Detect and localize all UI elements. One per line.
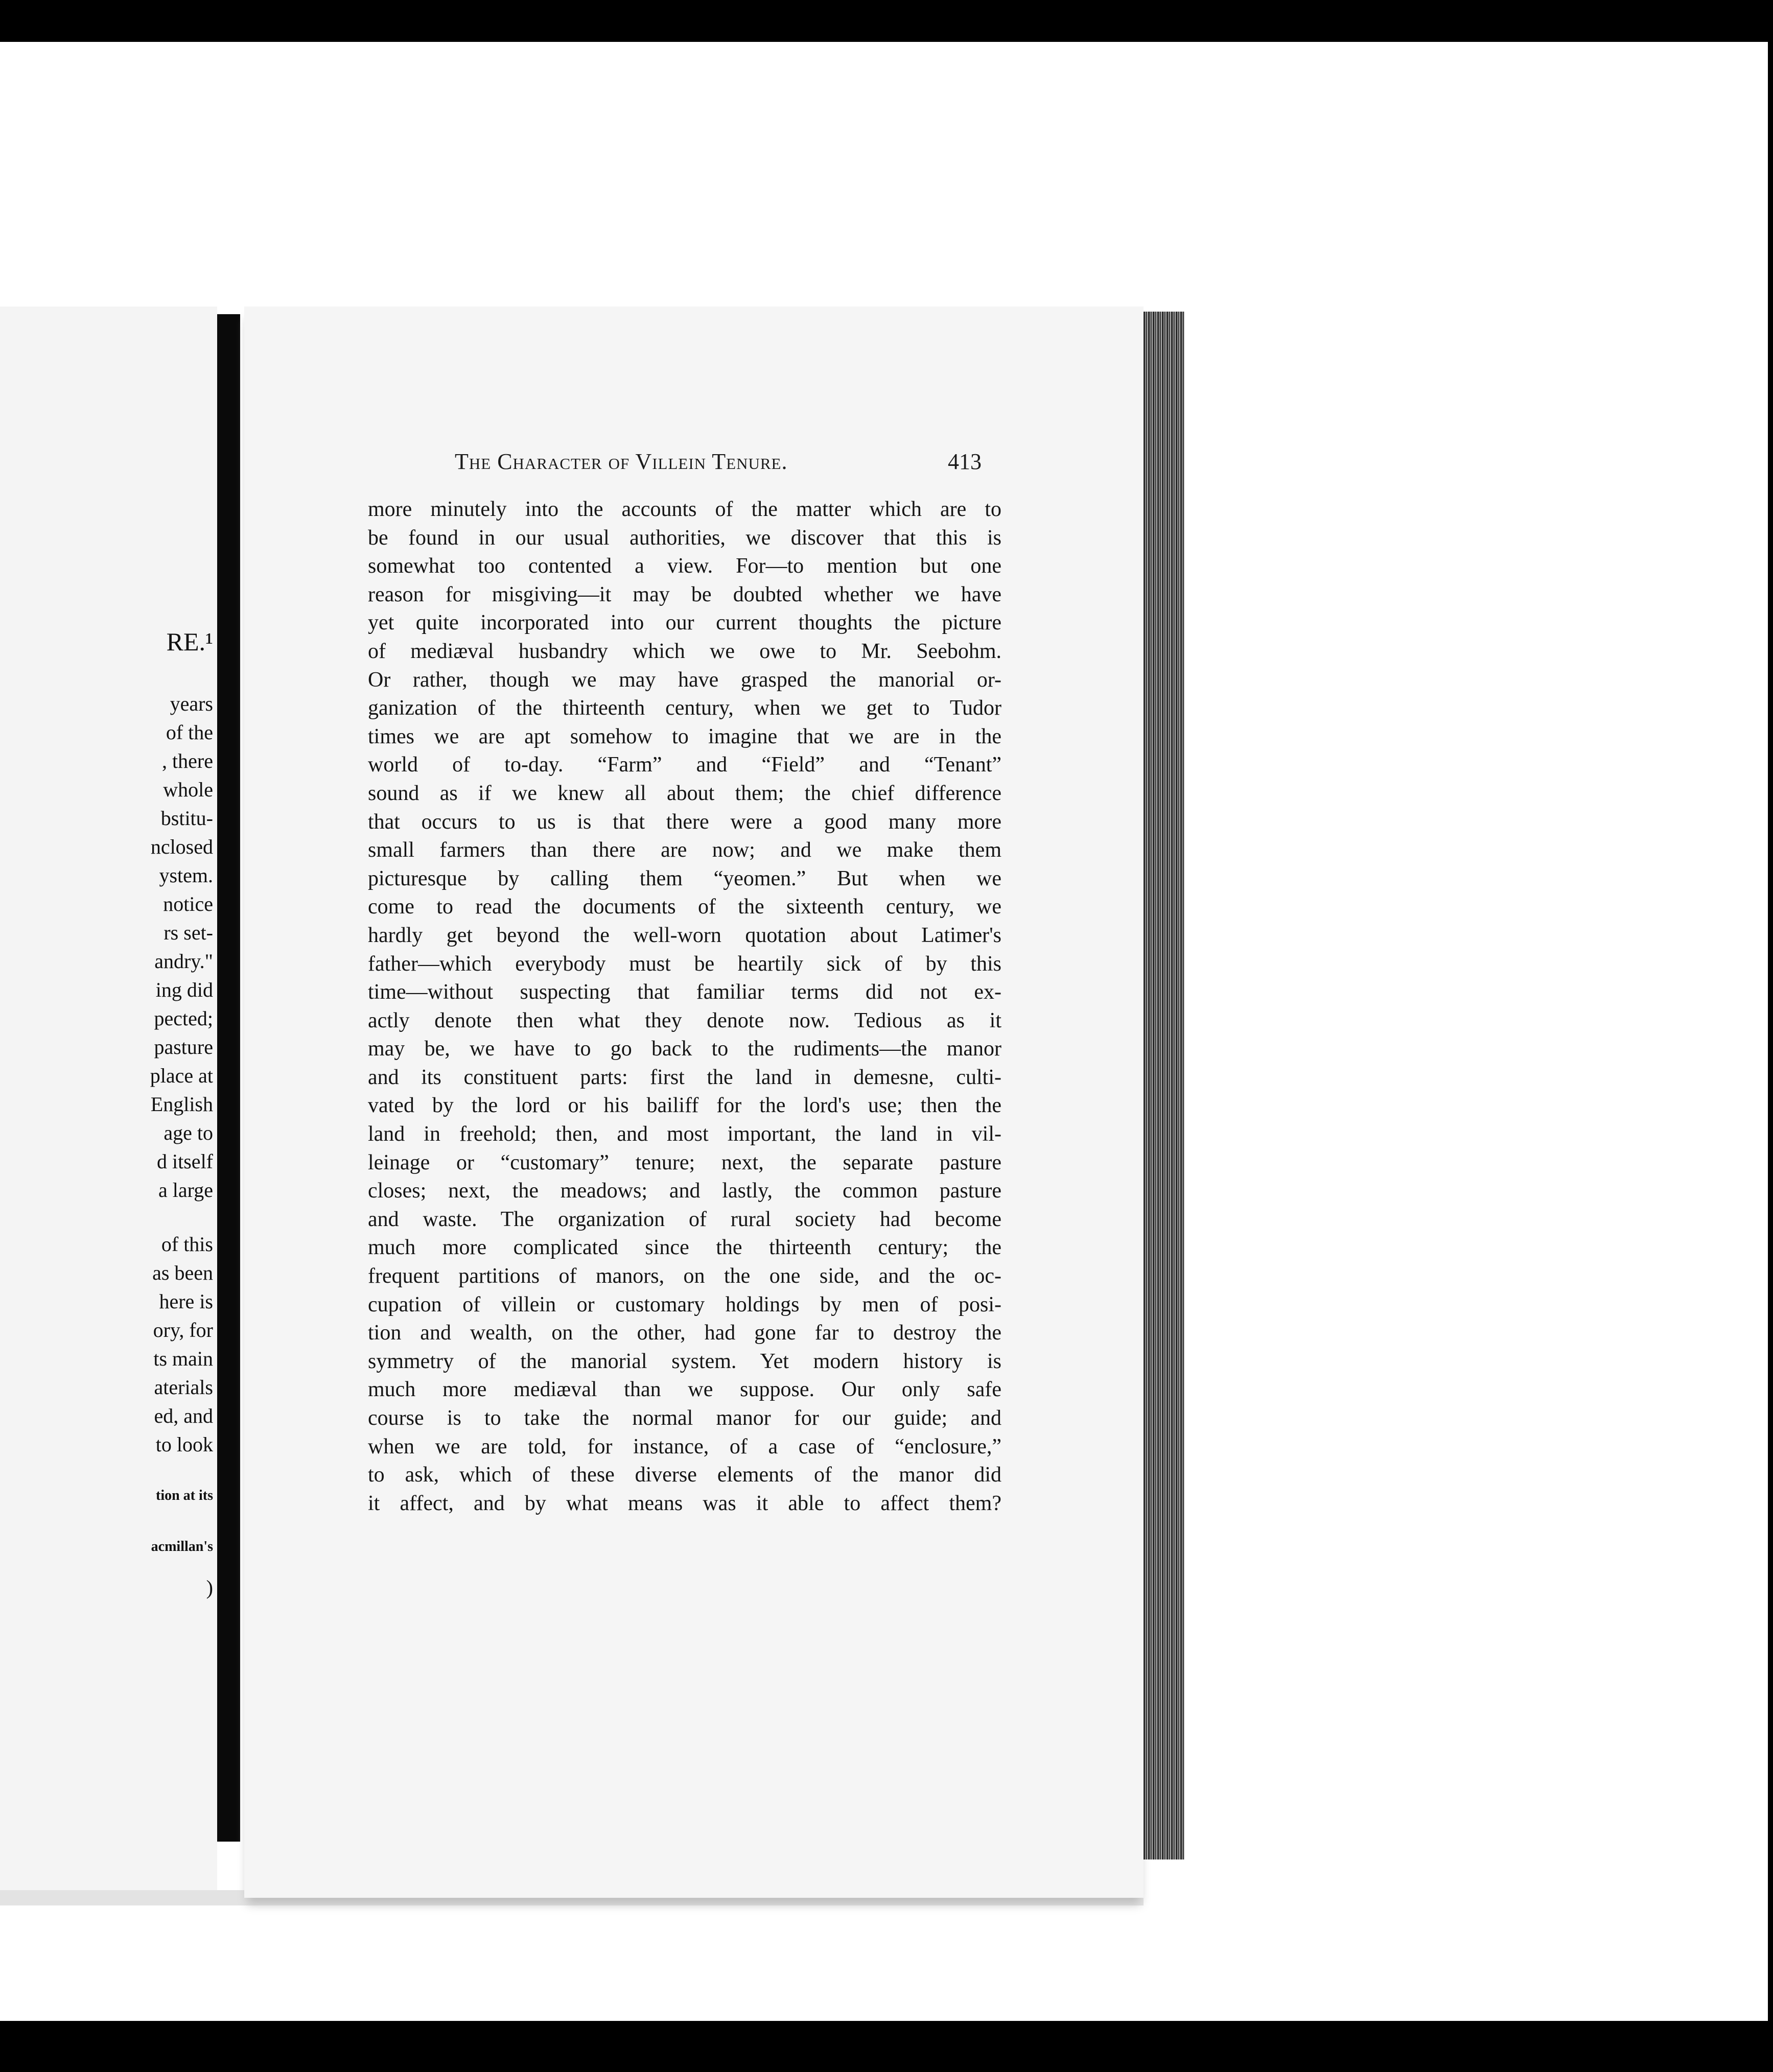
- left-page-text-fragment: , there: [162, 749, 213, 772]
- text-line: time—without suspecting that familiar terms did not ex-: [368, 980, 1001, 1004]
- left-page-text-fragment: pected;: [154, 1007, 213, 1030]
- scan-border-right: [1768, 42, 1773, 2021]
- text-line: somewhat too contented a view. For—to mention but one: [368, 554, 1001, 578]
- text-line: much more mediæval than we suppose. Our only safe: [368, 1378, 1001, 1402]
- text-line: times we are apt somehow to imagine that we are in the: [368, 724, 1001, 748]
- scan-border-top: [0, 0, 1773, 42]
- text-line: course is to take the normal manor for our guide; and: [368, 1406, 1001, 1430]
- text-line: land in freehold; then, and most important, the land in vil-: [368, 1122, 1001, 1146]
- text-line: to ask, which of these diverse elements of the manor did: [368, 1463, 1001, 1487]
- left-page-text-fragment: andry.": [154, 950, 213, 973]
- text-line: more minutely into the accounts of the matter which are to: [368, 498, 1001, 521]
- left-page-footnote-fragment: ): [206, 1576, 213, 1599]
- text-line: leinage or “customary” tenure; next, the separate pasture: [368, 1150, 1001, 1174]
- text-line: closes; next, the meadows; and lastly, the common pasture: [368, 1179, 1001, 1203]
- text-line: picturesque by calling them “yeomen.” But when we: [368, 866, 1001, 890]
- text-line: and its constituent parts: first the land in demesne, culti-: [368, 1065, 1001, 1089]
- left-page-text-fragment: notice: [163, 892, 213, 915]
- left-page-text-fragment: a large: [158, 1179, 213, 1202]
- left-page-text-fragment: here is: [159, 1290, 213, 1313]
- left-page-text-fragment: ed, and: [154, 1404, 213, 1427]
- left-page-text-fragment: years: [170, 692, 213, 715]
- left-page-text-fragment: bstitu-: [160, 807, 213, 830]
- text-line: symmetry of the manorial system. Yet modern history is: [368, 1349, 1001, 1373]
- text-line: when we are told, for instance, of a case of “enclosure,”: [368, 1434, 1001, 1458]
- text-line: vated by the lord or his bailiff for the lord's use; then the: [368, 1094, 1001, 1118]
- left-page-text-fragment: aterials: [154, 1376, 213, 1399]
- left-page-text-fragment: place at: [150, 1064, 213, 1087]
- text-line: it affect, and by what means was it able to affect them?: [368, 1491, 1001, 1515]
- running-head: The Character of Villein Tenure.: [455, 449, 788, 474]
- left-page-text-fragment: rs set-: [164, 921, 213, 944]
- left-page-text-fragment: d itself: [157, 1150, 213, 1173]
- text-line: yet quite incorporated into our current thoughts the picture: [368, 611, 1001, 635]
- left-page: [0, 307, 217, 1890]
- left-page-text-fragment: whole: [163, 778, 213, 801]
- text-line: world of to-day. “Farm” and “Field” and “Tenant”: [368, 753, 1001, 777]
- text-line: that occurs to us is that there were a good many more: [368, 810, 1001, 834]
- left-page-text-fragment: English: [150, 1093, 213, 1116]
- left-page-text-fragment: pasture: [154, 1035, 213, 1058]
- text-line: ganization of the thirteenth century, when we get to Tudor: [368, 696, 1001, 720]
- text-line: of mediæval husbandry which we owe to Mr. Seebohm.: [368, 639, 1001, 663]
- text-line: father—which everybody must be heartily sick of by this: [368, 952, 1001, 976]
- page-number: 413: [948, 449, 982, 474]
- page-edges: [1144, 312, 1184, 1859]
- book-gutter: [217, 314, 240, 1842]
- left-page-heading-fragment: RE.¹: [166, 627, 213, 656]
- text-line: actly denote then what they denote now. Tedious as it: [368, 1008, 1001, 1032]
- left-page-text-fragment: ory, for: [153, 1318, 213, 1341]
- left-page-text-fragment: ts main: [153, 1347, 213, 1370]
- left-page-text-fragment: as been: [152, 1261, 213, 1284]
- text-line: cupation of villein or customary holdings by men of posi-: [368, 1292, 1001, 1316]
- left-page-text-fragment: of the: [166, 721, 213, 744]
- text-line: come to read the documents of the sixteenth century, we: [368, 895, 1001, 919]
- text-line: and waste. The organization of rural society had become: [368, 1207, 1001, 1231]
- text-line: may be, we have to go back to the rudiments—the manor: [368, 1037, 1001, 1061]
- text-line: be found in our usual authorities, we discover that this is: [368, 526, 1001, 550]
- text-line: tion and wealth, on the other, had gone far to destroy the: [368, 1321, 1001, 1345]
- text-line: hardly get beyond the well-worn quotation about Latimer's: [368, 923, 1001, 947]
- text-line: reason for misgiving—it may be doubted whether we have: [368, 582, 1001, 606]
- text-line: frequent partitions of manors, on the one side, and the oc-: [368, 1264, 1001, 1288]
- text-line: much more complicated since the thirteenth century; the: [368, 1236, 1001, 1260]
- left-page-text-fragment: nclosed: [150, 835, 213, 858]
- left-page-text-fragment: ystem.: [159, 864, 213, 887]
- left-page-text-fragment: ing did: [155, 978, 213, 1001]
- left-page-footnote-fragment: tion at its: [156, 1488, 213, 1503]
- text-line: sound as if we knew all about them; the chief difference: [368, 781, 1001, 805]
- left-page-text-fragment: to look: [155, 1433, 213, 1456]
- left-page-text-fragment: of this: [161, 1233, 213, 1256]
- text-line: Or rather, though we may have grasped the manorial or-: [368, 668, 1001, 692]
- scan-border-bottom: [0, 2021, 1773, 2072]
- left-page-text-fragment: age to: [164, 1121, 213, 1144]
- body-text: [368, 496, 1001, 1518]
- left-page-footnote-fragment: acmillan's: [151, 1539, 213, 1555]
- text-line: small farmers than there are now; and we make them: [368, 838, 1001, 862]
